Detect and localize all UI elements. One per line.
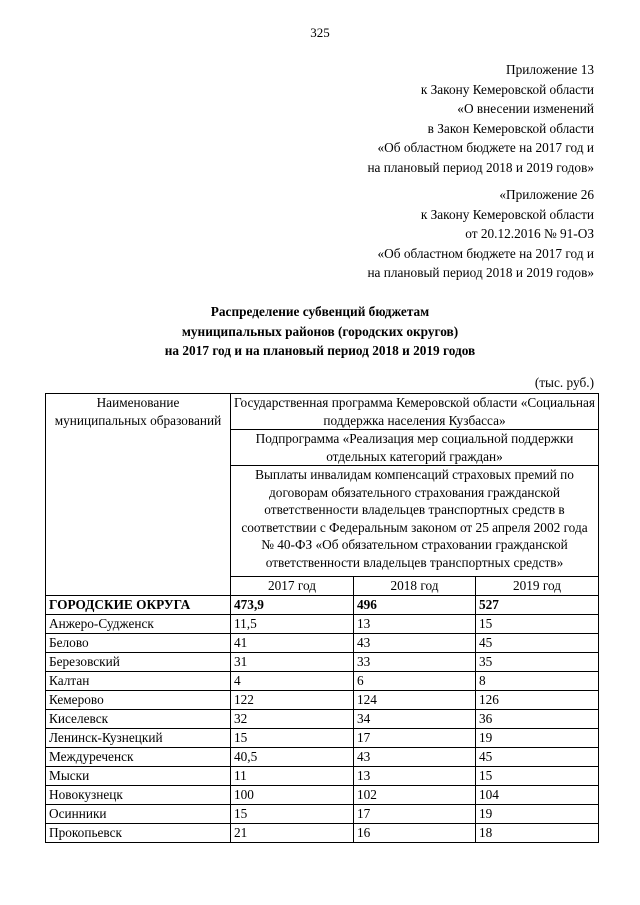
title-line: муниципальных районов (городских округов) <box>181 323 459 339</box>
page-number: 325 <box>310 25 330 40</box>
municipality-name: Осинники <box>46 804 231 823</box>
value-2019: 45 <box>476 633 599 652</box>
value-2017: 15 <box>231 728 354 747</box>
table-row <box>46 804 599 823</box>
value-2018: 102 <box>354 785 476 804</box>
value-2017: 40,5 <box>231 747 354 766</box>
header-program: Государственная программа Кемеровской области «Социальная поддержка населения Кузбасса» <box>231 394 599 430</box>
value-2018: 6 <box>354 671 476 690</box>
appendix-line: от 20.12.2016 № 91-ОЗ <box>465 226 594 241</box>
value-2017: 32 <box>231 709 354 728</box>
value-2017: 11,5 <box>231 614 354 633</box>
total-name: ГОРОДСКИЕ ОКРУГА <box>46 595 231 614</box>
title-line: Распределение субвенций бюджетам <box>210 304 430 319</box>
document-title <box>0 302 640 361</box>
value-2017: 31 <box>231 652 354 671</box>
appendix-line: «Об областном бюджете на 2017 год и <box>377 140 594 155</box>
value-2018: 17 <box>354 804 476 823</box>
subventions-table <box>45 393 599 843</box>
value-2019: 104 <box>476 785 599 804</box>
appendix-line: к Закону Кемеровской области <box>420 206 594 222</box>
municipality-name: Белово <box>46 633 231 652</box>
table-row <box>46 614 599 633</box>
value-2019: 36 <box>476 709 599 728</box>
table-row <box>46 633 599 652</box>
header-subprogram: Подпрограмма «Реализация мер социальной поддержки отдельных категорий граждан» <box>231 430 599 466</box>
value-2018: 13 <box>354 766 476 785</box>
municipality-name: Анжеро-Судженск <box>46 614 231 633</box>
municipality-name: Ленинск-Кузнецкий <box>46 728 231 747</box>
value-2018: 17 <box>354 728 476 747</box>
municipality-name: Мыски <box>46 766 231 785</box>
appendix-line: на плановый период 2018 и 2019 годов» <box>367 265 594 280</box>
value-2017: 21 <box>231 823 354 842</box>
header-payment: Выплаты инвалидам компенсаций страховых премий по договорам обязательного страхования гражданской ответственности владельцев транспортных средств в соответствии с Федеральным законом от 25 апреля 2002 года № 40-ФЗ «Об обязательном страховании гражданской ответственности владельцев транспортных средств» <box>231 466 599 577</box>
appendix-line: «Об областном бюджете на 2017 год и <box>377 245 594 261</box>
appendix-original-law <box>367 185 594 283</box>
table-row <box>46 823 599 842</box>
header-year-2018: 2018 год <box>354 577 476 596</box>
value-2019: 19 <box>476 804 599 823</box>
value-2017: 41 <box>231 633 354 652</box>
appendix-amending-law <box>367 60 594 177</box>
municipality-name: Прокопьевск <box>46 823 231 842</box>
value-2018: 43 <box>354 747 476 766</box>
table-row <box>46 671 599 690</box>
municipality-name: Березовский <box>46 652 231 671</box>
table-row <box>46 652 599 671</box>
units-label: (тыс. руб.) <box>534 375 594 390</box>
appendix-line: к Закону Кемеровской области <box>420 81 594 97</box>
value-2017: 11 <box>231 766 354 785</box>
header-municipality: Наименование муниципальных образований <box>46 394 231 596</box>
appendix-line: на плановый период 2018 и 2019 годов» <box>367 159 594 175</box>
header-year-2019: 2019 год <box>476 577 599 596</box>
value-2019: 35 <box>476 652 599 671</box>
municipality-name: Калтан <box>46 671 231 690</box>
value-2017: 122 <box>231 690 354 709</box>
total-2018: 496 <box>354 595 476 614</box>
total-row <box>46 595 599 614</box>
appendix-line: Приложение 13 <box>506 62 594 77</box>
total-2019: 527 <box>476 595 599 614</box>
municipality-name: Киселевск <box>46 709 231 728</box>
appendix-line: в Закон Кемеровской области <box>427 120 594 136</box>
total-2017: 473,9 <box>231 595 354 614</box>
title-line: на 2017 год и на плановый период 2018 и 2019 годов <box>164 343 476 358</box>
value-2017: 15 <box>231 804 354 823</box>
table-row <box>46 785 599 804</box>
value-2018: 16 <box>354 823 476 842</box>
table-row <box>46 766 599 785</box>
value-2018: 124 <box>354 690 476 709</box>
value-2018: 33 <box>354 652 476 671</box>
value-2019: 126 <box>476 690 599 709</box>
appendix-line: «Приложение 26 <box>499 187 594 202</box>
appendix-line: «О внесении изменений <box>457 101 594 116</box>
value-2019: 45 <box>476 747 599 766</box>
value-2018: 34 <box>354 709 476 728</box>
value-2019: 18 <box>476 823 599 842</box>
value-2018: 13 <box>354 614 476 633</box>
municipality-name: Кемерово <box>46 690 231 709</box>
municipality-name: Новокузнецк <box>46 785 231 804</box>
value-2019: 15 <box>476 614 599 633</box>
value-2019: 8 <box>476 671 599 690</box>
value-2019: 15 <box>476 766 599 785</box>
value-2017: 100 <box>231 785 354 804</box>
value-2018: 43 <box>354 633 476 652</box>
value-2019: 19 <box>476 728 599 747</box>
municipality-name: Междуреченск <box>46 747 231 766</box>
value-2017: 4 <box>231 671 354 690</box>
table-row <box>46 747 599 766</box>
header-year-2017: 2017 год <box>231 577 354 596</box>
table-row <box>46 690 599 709</box>
table-row <box>46 709 599 728</box>
table-row <box>46 728 599 747</box>
